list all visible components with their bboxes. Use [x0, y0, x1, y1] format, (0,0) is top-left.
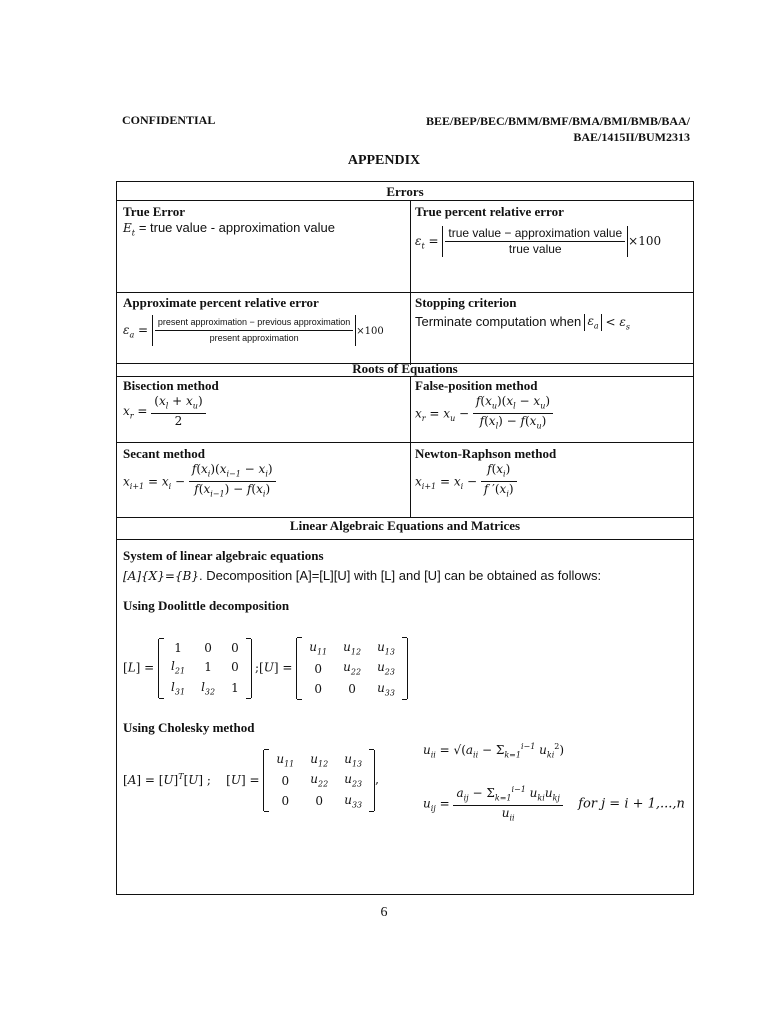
true-percent-lhs: ε	[415, 234, 422, 248]
true-percent-heading: True percent relative error	[415, 204, 564, 219]
bisection-cell	[123, 378, 403, 429]
bisection-heading: Bisection method	[123, 378, 219, 393]
secant-formula: $x_{i+1} = x_i$ − $\frac{f(x_i)(x_{i-1} - x_i)}{f(x_{i-1}) - f(x_i)}$	[123, 462, 403, 502]
section-linear: Linear Algebraic Equations and Matrices	[289, 518, 521, 533]
true-percent-formula: $\varepsilon_t$ = $\frac{\text{true value − approximation value}}{\text{true value}}$ ×100	[415, 226, 662, 256]
for-range-text: for j = i + 1,...,n	[578, 796, 685, 812]
approx-percent-multiplier: ×100	[356, 326, 384, 337]
decomp-prefix: [A]{X}={B}	[123, 569, 199, 583]
approx-percent-lhs: ε	[123, 323, 130, 337]
true-error-lhs: E	[123, 221, 132, 235]
newton-cell	[415, 446, 691, 502]
false-position-cell	[415, 378, 691, 434]
stopping-condition: $\varepsilon_a < \varepsilon_s$	[584, 315, 629, 329]
true-percent-numerator: true value − approximation value	[445, 226, 625, 242]
secant-heading: Secant method	[123, 446, 205, 461]
system-heading: System of linear algebraic equations	[123, 548, 324, 563]
approx-percent-formula: $\varepsilon_a$ = $\frac{\text{present approximation − previous approximation}}{\text{present approximation}}$ ×100	[123, 315, 407, 346]
true-error-cell	[123, 204, 403, 237]
decomp-text: . Decomposition [A]=[L][U] with [L] and [U] can be obtained as follows:	[198, 568, 602, 583]
true-percent-denominator: true value	[508, 242, 562, 256]
newton-formula: $x_{i+1} = x_i$ − $\frac{f(x_i)}{f '(x_i)}$	[415, 462, 691, 502]
header-course-codes-line2: BAE/1415II/BUM2313	[573, 130, 690, 144]
true-percent-fraction	[445, 226, 625, 257]
true-error-rhs: = true value - approximation value	[138, 220, 336, 235]
true-error-sub: t	[131, 228, 135, 238]
true-percent-multiplier: ×100	[628, 234, 662, 248]
divider	[117, 292, 693, 293]
divider	[117, 200, 693, 201]
true-percent-lhs-sub: t	[421, 241, 425, 251]
approx-percent-lhs-sub: a	[129, 330, 135, 340]
bisection-formula: $x_r$ = $\frac{(x_l + x_u)}{2}$	[123, 394, 403, 429]
approx-percent-heading: Approximate percent relative error	[123, 295, 319, 310]
stopping-cell	[415, 295, 691, 331]
true-percent-abs	[442, 226, 628, 257]
true-error-heading: True Error	[123, 204, 185, 219]
divider	[117, 442, 693, 443]
false-position-formula: $x_r = x_u$ − $\frac{f(x_u)(x_l - x_u)}{f(x_l) - f(x_u)}$	[415, 394, 691, 434]
divider	[117, 376, 693, 377]
stopping-formula	[415, 314, 691, 331]
divider	[410, 376, 411, 517]
header-confidential: CONFIDENTIAL	[122, 113, 216, 127]
cholesky-heading: Using Cholesky method	[123, 720, 255, 735]
page-number: 6	[380, 905, 388, 920]
section-errors: Errors	[386, 184, 424, 199]
approx-percent-abs	[152, 315, 356, 346]
approx-percent-numerator: present approximation − previous approximation	[155, 315, 353, 331]
header-course-codes-line1: BEE/BEP/BEC/BMM/BMF/BMA/BMI/BMB/BAA/	[425, 114, 690, 128]
approx-percent-fraction	[155, 315, 353, 346]
cholesky-diag-formula: $u_{ii} = √(a_{ii} - \Sigma_{k=1}^{i-1}$ $u_{ki}^2$)	[423, 742, 565, 760]
true-error-formula	[123, 220, 336, 238]
decomposition-line	[123, 568, 689, 584]
doolittle-heading: Using Doolittle decomposition	[123, 598, 290, 613]
false-position-heading: False-position method	[415, 378, 538, 393]
divider	[117, 539, 693, 540]
newton-heading: Newton-Raphson method	[415, 446, 557, 461]
section-roots: Roots of Equations	[352, 361, 458, 376]
page-title: APPENDIX	[347, 153, 421, 168]
matrix-U: $u_{11}$ $u_{12}$ $u_{13}$ 0 $u_{22}$ $u_{23}$ 0 0 $u_{33}$	[296, 638, 408, 699]
linear-system-cell	[123, 548, 689, 614]
formula-sheet	[116, 181, 694, 895]
header-course-codes	[426, 113, 690, 145]
matrix-U-cholesky: $u_{11}$ $u_{12}$ $u_{13}$ 0 $u_{22}$ $u_{23}$ 0 0 $u_{33}$	[263, 750, 375, 811]
secant-cell	[123, 446, 403, 502]
divider	[410, 200, 411, 365]
doolittle-formula: [L] = 1 0 0 $l_{21}$ 1 0 $l_{31}$ $l_{32}$ 1 ;[U] = $u_{11}$ $u_{12}$ $u_{13}$ 0 $u_{22}$ $u_{23}$ 0 0 $u_{33}$	[123, 638, 408, 699]
true-percent-cell	[415, 204, 691, 257]
cholesky-heading-wrap	[123, 720, 254, 736]
cholesky-offdiag-formula: $u_{ij}$ = $\frac{a_{ij} - \Sigma_{k=1}^{i-1} u_{ki}u_{kj}}{u_{ii}}$ for j = i + 1,...,n	[423, 782, 689, 826]
stopping-text: Terminate computation when	[415, 314, 582, 329]
cholesky-formula: $[A] = [U]^T[U]$ ; [U] = $u_{11}$ $u_{12}$ $u_{13}$ 0 $u_{22}$ $u_{23}$ 0 0 $u_{33}$ ,	[123, 752, 379, 810]
stopping-heading: Stopping criterion	[415, 295, 517, 310]
matrix-L: 1 0 0 $l_{21}$ 1 0 $l_{31}$ $l_{32}$ 1	[158, 639, 252, 698]
approx-percent-denominator: present approximation	[209, 333, 299, 343]
approx-percent-cell	[123, 295, 407, 346]
